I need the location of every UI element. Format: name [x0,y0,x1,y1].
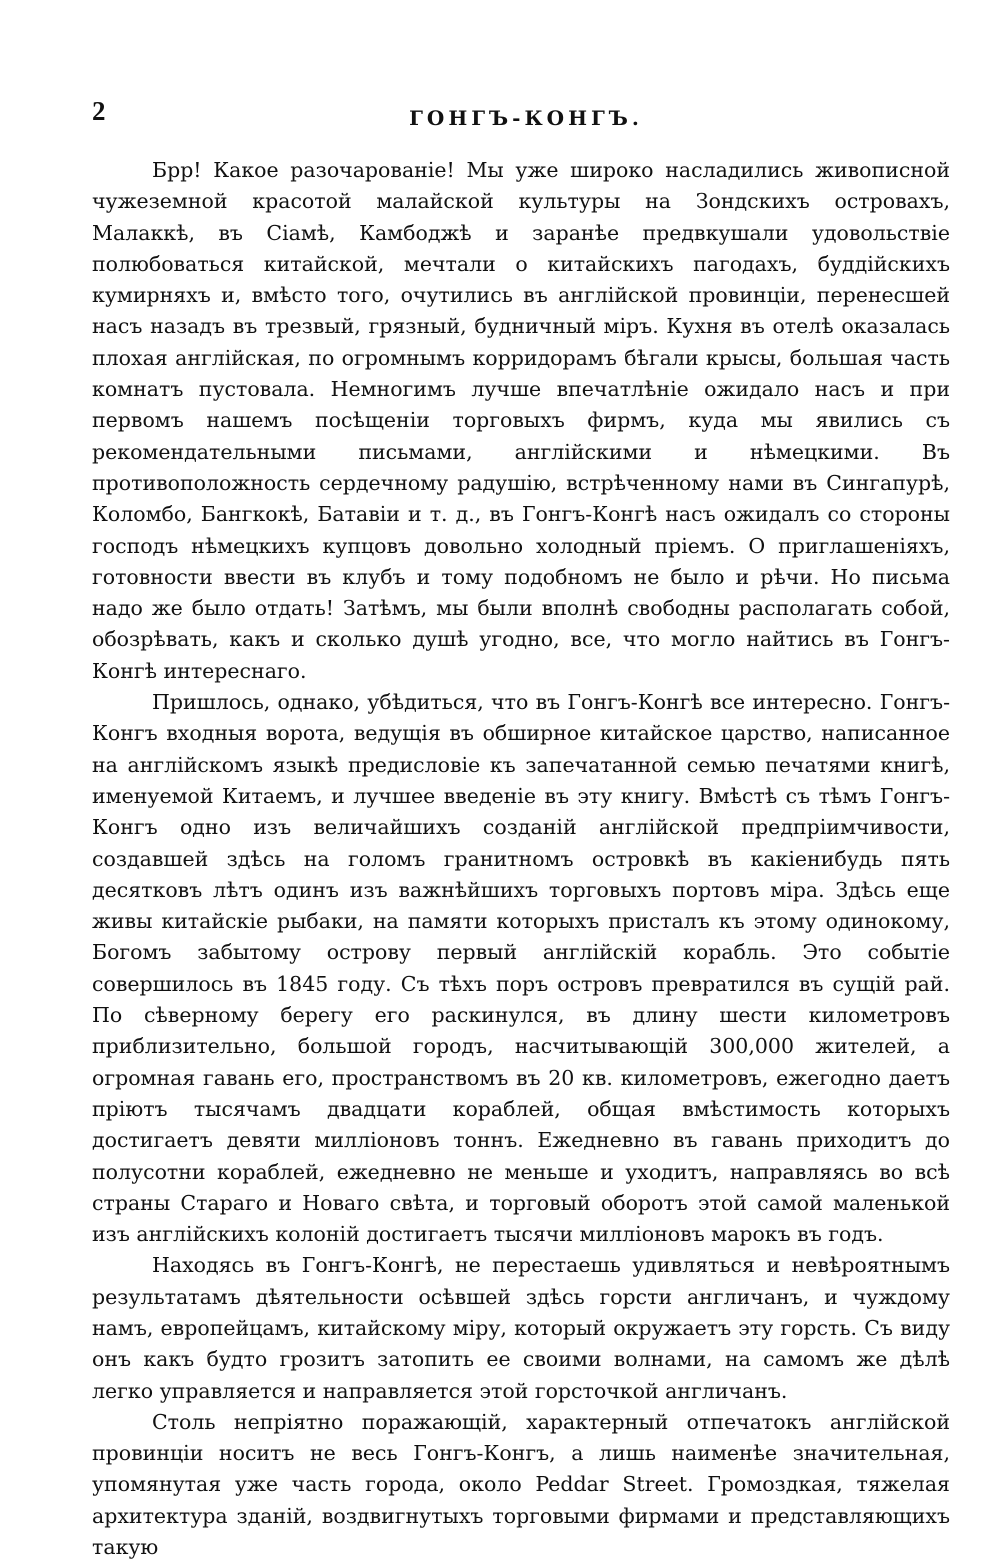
paragraph: Брр! Какое разочарованіе! Мы уже широко насладились живописной чужеземной красотой малайской культуры на Зондскихъ островахъ, Малаккѣ, въ Сіамѣ, Камбоджѣ и заранѣе предвкушали удовольствіе полюбоваться китайской, мечтали о китайскихъ пагодахъ, буддійскихъ кумирняхъ и, вмѣсто того, очутились въ англійской провинціи, перенесшей насъ назадъ въ трезвый, грязный, будничный міръ. Кухня въ отелѣ оказалась плохая англійская, по огромнымъ корридорамъ бѣгали крысы, большая часть комнатъ пустовала. Немногимъ лучше впечатлѣніе ожидало насъ и при первомъ нашемъ посѣщеніи торговыхъ фирмъ, куда мы явились съ рекомендательными письмами, англійскими и нѣмецкими. Въ противоположность сердечному радушію, встрѣченному нами въ Сингапурѣ, Коломбо, Бангкокѣ, Батавіи и т. д., въ Гонгъ-Конгѣ насъ ожидалъ со стороны господъ нѣмецкихъ купцовъ довольно холодный пріемъ. О приглашеніяхъ, готовности ввести въ клубъ и тому подобномъ не было и рѣчи. Но письма надо же было отдать! Затѣмъ, мы были вполнѣ свободны располагать собой, обозрѣвать, какъ и сколько душѣ угодно, все, что могло найтись въ Гонгъ-Конгѣ интереснаго. [92,158,950,683]
paragraph: Столь непріятно поражающій, характерный отпечатокъ англійской провинціи носитъ не весь Гонгъ-Конгъ, а лишь наименѣе значительная, упомянутая уже часть города, около Peddar Street. Громоздкая, тяжелая архитектура зданій, воздвигнутыхъ торговыми фирмами и представляющихъ такую [92,1409,950,1560]
page-number: 2 [92,96,106,126]
paragraph: Пришлось, однако, убѣдиться, что въ Гонгъ-Конгѣ все интересно. Гонгъ-Конгъ входныя ворота, ведущія въ обширное китайское царство, написанное на англійскомъ языкѣ предисловіе къ запечатанной семью печатями книгѣ, именуемой Китаемъ, и лучшее введеніе въ эту книгу. Вмѣстѣ съ тѣмъ Гонгъ-Конгъ одно изъ величайшихъ созданій англійской предпріимчивости, создавшей здѣсь на голомъ гранитномъ островкѣ въ какіенибудь пять десятковъ лѣтъ одинъ изъ важнѣйшихъ торговыхъ портовъ міра. Здѣсь еще живы китайскіе рыбаки, на памяти которыхъ присталъ къ этому одинокому, Богомъ забытому острову первый англійскій корабль. Это событіе совершилось въ 1845 году. Съ тѣхъ поръ островъ превратился въ сущій рай. По сѣверному берегу его раскинулся, въ длину шести километровъ приблизительно, большой городъ, насчитывающій 300,000 жителей, а огромная гавань его, пространствомъ въ 20 кв. километровъ, ежегодно даетъ пріютъ тысячамъ двадцати кораблей, общая вмѣстимость которыхъ достигаетъ девяти милліоновъ тоннъ. Ежедневно въ гавань приходитъ до полусотни кораблей, ежедневно не меньше и уходитъ, направляясь во всѣ страны Стараго и Новаго свѣта, и торговый оборотъ этой самой маленькой изъ англійскихъ колоній достигаетъ тысячи милліоновъ марокъ въ годъ. [92,690,950,1247]
body-text [92,155,950,1563]
paragraph: Находясь въ Гонгъ-Конгѣ, не перестаешь удивляться и невѣроятнымъ результатамъ дѣятельности осѣвшей здѣсь горсти англичанъ, и чуждому намъ, европейцамъ, китайскому міру, который окружаетъ эту горсть. Съ виду онъ какъ будто грозитъ затопить ее своими волнами, на самомъ же дѣлѣ легко управляется и направляется этой горсточкой англичанъ. [92,1253,950,1403]
running-head: ГОНГЪ-КОНГЪ. [409,106,643,130]
